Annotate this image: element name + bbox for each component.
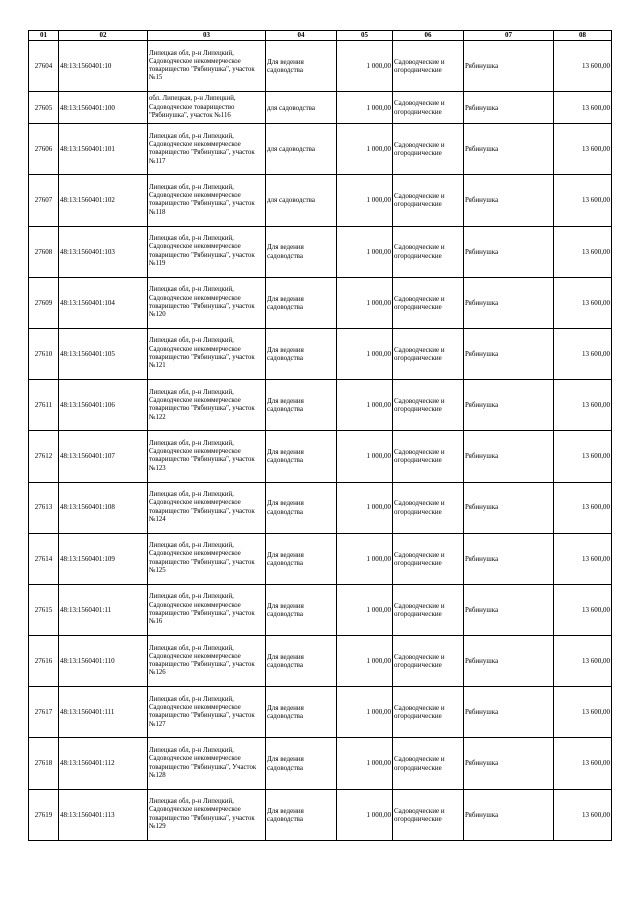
- column-header: 06: [393, 31, 464, 41]
- cell-cadastral-number: 48:13:1560401:105: [59, 328, 148, 379]
- cell-address: Липецкая обл, р-н Липецкий, Садоводческое некоммерческое товарищество "Рябинушка", участок №120: [148, 277, 266, 328]
- cell-row-number: 27611: [29, 380, 59, 431]
- table-row: [29, 380, 612, 431]
- cell-cadastral-number: 48:13:1560401:113: [59, 789, 148, 840]
- table-row: [29, 789, 612, 840]
- cell-area: 1 000,00: [337, 482, 393, 533]
- cell-permitted-use: Для ведения садоводства: [266, 533, 337, 584]
- cell-settlement: Рябинушка: [464, 687, 554, 738]
- cell-area: 1 000,00: [337, 431, 393, 482]
- cell-cadastral-value: 13 600,00: [554, 584, 612, 635]
- cell-settlement: Рябинушка: [464, 92, 554, 124]
- cell-cadastral-value: 13 600,00: [554, 124, 612, 175]
- cell-settlement: Рябинушка: [464, 636, 554, 687]
- cell-cadastral-number: 48:13:1560401:112: [59, 738, 148, 789]
- cell-land-category: Садоводческие и огороднические: [393, 41, 464, 92]
- column-header: 03: [148, 31, 266, 41]
- cell-permitted-use: Для ведения садоводства: [266, 636, 337, 687]
- cell-cadastral-value: 13 600,00: [554, 328, 612, 379]
- cell-row-number: 27608: [29, 226, 59, 277]
- cell-settlement: Рябинушка: [464, 175, 554, 226]
- cell-address: Липецкая обл, р-н Липецкий, Садоводческое некоммерческое товарищество "Рябинушка", Участок №128: [148, 738, 266, 789]
- table-row: [29, 124, 612, 175]
- cell-area: 1 000,00: [337, 226, 393, 277]
- cell-land-category: Садоводческие и огороднические: [393, 687, 464, 738]
- cell-permitted-use: Для ведения садоводства: [266, 687, 337, 738]
- cell-address: обл. Липецкая, р-н Липецкий, Садоводческое товарищество "Рябинушка", участок №116: [148, 92, 266, 124]
- cell-settlement: Рябинушка: [464, 124, 554, 175]
- cell-cadastral-value: 13 600,00: [554, 226, 612, 277]
- cell-cadastral-value: 13 600,00: [554, 380, 612, 431]
- cell-land-category: Садоводческие и огороднические: [393, 533, 464, 584]
- cell-cadastral-value: 13 600,00: [554, 687, 612, 738]
- cell-row-number: 27604: [29, 41, 59, 92]
- column-header: 04: [266, 31, 337, 41]
- cell-settlement: Рябинушка: [464, 584, 554, 635]
- cell-area: 1 000,00: [337, 175, 393, 226]
- cell-area: 1 000,00: [337, 584, 393, 635]
- cell-area: 1 000,00: [337, 124, 393, 175]
- cell-address: Липецкая обл, р-н Липецкий, Садоводческое некоммерческое товарищество "Рябинушка", участок №125: [148, 533, 266, 584]
- cell-address: Липецкая обл, р-н Липецкий, Садоводческое некоммерческое товарищество "Рябинушка", участок №118: [148, 175, 266, 226]
- cell-cadastral-value: 13 600,00: [554, 636, 612, 687]
- cell-row-number: 27618: [29, 738, 59, 789]
- cell-row-number: 27619: [29, 789, 59, 840]
- column-header: 05: [337, 31, 393, 41]
- table-row: [29, 226, 612, 277]
- cell-settlement: Рябинушка: [464, 482, 554, 533]
- cell-area: 1 000,00: [337, 380, 393, 431]
- cell-area: 1 000,00: [337, 277, 393, 328]
- cell-land-category: Садоводческие и огороднические: [393, 482, 464, 533]
- cell-area: 1 000,00: [337, 687, 393, 738]
- cell-cadastral-number: 48:13:1560401:106: [59, 380, 148, 431]
- cell-address: Липецкая обл, р-н Липецкий, Садоводческое некоммерческое товарищество "Рябинушка", участок №126: [148, 636, 266, 687]
- table-row: [29, 482, 612, 533]
- cell-permitted-use: для садоводства: [266, 175, 337, 226]
- cell-address: Липецкая обл, р-н Липецкий, Садоводческое некоммерческое товарищество "Рябинушка", участок №117: [148, 124, 266, 175]
- cell-land-category: Садоводческие и огороднические: [393, 175, 464, 226]
- cell-cadastral-number: 48:13:1560401:10: [59, 41, 148, 92]
- table-body: [29, 41, 612, 841]
- table-row: [29, 92, 612, 124]
- cell-cadastral-number: 48:13:1560401:111: [59, 687, 148, 738]
- cell-land-category: Садоводческие и огороднические: [393, 277, 464, 328]
- cell-address: Липецкая обл, р-н Липецкий, Садоводческое некоммерческое товарищество "Рябинушка", участок №129: [148, 789, 266, 840]
- table-row: [29, 584, 612, 635]
- cell-cadastral-value: 13 600,00: [554, 92, 612, 124]
- cell-area: 1 000,00: [337, 92, 393, 124]
- cell-address: Липецкая обл, р-н Липецкий, Садоводческое некоммерческое товарищество "Рябинушка", участок №121: [148, 328, 266, 379]
- cell-address: Липецкая обл, р-н Липецкий, Садоводческое некоммерческое товарищество "Рябинушка", участок №122: [148, 380, 266, 431]
- cell-row-number: 27606: [29, 124, 59, 175]
- cell-cadastral-number: 48:13:1560401:108: [59, 482, 148, 533]
- cell-cadastral-number: 48:13:1560401:101: [59, 124, 148, 175]
- cell-permitted-use: Для ведения садоводства: [266, 431, 337, 482]
- cell-address: Липецкая обл, р-н Липецкий, Садоводческое некоммерческое товарищество "Рябинушка", участок №119: [148, 226, 266, 277]
- cell-row-number: 27605: [29, 92, 59, 124]
- cell-permitted-use: Для ведения садоводства: [266, 328, 337, 379]
- column-header: 08: [554, 31, 612, 41]
- cell-land-category: Садоводческие и огороднические: [393, 584, 464, 635]
- cell-cadastral-value: 13 600,00: [554, 175, 612, 226]
- table-row: [29, 277, 612, 328]
- cell-area: 1 000,00: [337, 738, 393, 789]
- cell-cadastral-number: 48:13:1560401:102: [59, 175, 148, 226]
- cell-settlement: Рябинушка: [464, 41, 554, 92]
- cell-cadastral-number: 48:13:1560401:109: [59, 533, 148, 584]
- cell-settlement: Рябинушка: [464, 431, 554, 482]
- cell-cadastral-value: 13 600,00: [554, 277, 612, 328]
- cell-settlement: Рябинушка: [464, 277, 554, 328]
- cell-permitted-use: Для ведения садоводства: [266, 738, 337, 789]
- column-header: 01: [29, 31, 59, 41]
- table-row: [29, 431, 612, 482]
- table-row: [29, 175, 612, 226]
- cell-settlement: Рябинушка: [464, 328, 554, 379]
- cell-row-number: 27613: [29, 482, 59, 533]
- header-row: [29, 31, 612, 41]
- cell-cadastral-number: 48:13:1560401:103: [59, 226, 148, 277]
- cell-land-category: Садоводческие и огороднические: [393, 738, 464, 789]
- cell-land-category: Садоводческие и огороднические: [393, 636, 464, 687]
- cell-row-number: 27615: [29, 584, 59, 635]
- column-header: 07: [464, 31, 554, 41]
- cell-address: Липецкая обл, р-н Липецкий, Садоводческое некоммерческое товарищество "Рябинушка", участок №124: [148, 482, 266, 533]
- cell-settlement: Рябинушка: [464, 789, 554, 840]
- cell-permitted-use: Для ведения садоводства: [266, 41, 337, 92]
- cell-land-category: Садоводческие и огороднические: [393, 124, 464, 175]
- cell-cadastral-number: 48:13:1560401:107: [59, 431, 148, 482]
- cell-land-category: Садоводческие и огороднические: [393, 380, 464, 431]
- cell-area: 1 000,00: [337, 328, 393, 379]
- cell-settlement: Рябинушка: [464, 226, 554, 277]
- cell-land-category: Садоводческие и огороднические: [393, 226, 464, 277]
- cell-address: Липецкая обл, р-н Липецкий, Садоводческое некоммерческое товарищество "Рябинушка", участок №123: [148, 431, 266, 482]
- cell-cadastral-value: 13 600,00: [554, 431, 612, 482]
- cell-cadastral-value: 13 600,00: [554, 41, 612, 92]
- cell-cadastral-value: 13 600,00: [554, 533, 612, 584]
- cell-address: Липецкая обл, р-н Липецкий, Садоводческое некоммерческое товарищество "Рябинушка", участок №16: [148, 584, 266, 635]
- cell-permitted-use: для садоводства: [266, 92, 337, 124]
- table-row: [29, 328, 612, 379]
- cell-cadastral-value: 13 600,00: [554, 482, 612, 533]
- cell-cadastral-value: 13 600,00: [554, 738, 612, 789]
- cell-area: 1 000,00: [337, 636, 393, 687]
- cell-row-number: 27609: [29, 277, 59, 328]
- table-row: [29, 687, 612, 738]
- table-row: [29, 533, 612, 584]
- cell-permitted-use: Для ведения садоводства: [266, 226, 337, 277]
- column-header: 02: [59, 31, 148, 41]
- cell-address: Липецкая обл, р-н Липецкий, Садоводческое некоммерческое товарищество "Рябинушка", участок №15: [148, 41, 266, 92]
- table-row: [29, 41, 612, 92]
- cell-cadastral-number: 48:13:1560401:100: [59, 92, 148, 124]
- cell-land-category: Садоводческие и огороднические: [393, 431, 464, 482]
- cell-area: 1 000,00: [337, 41, 393, 92]
- cell-cadastral-number: 48:13:1560401:110: [59, 636, 148, 687]
- cell-cadastral-value: 13 600,00: [554, 789, 612, 840]
- cell-cadastral-number: 48:13:1560401:11: [59, 584, 148, 635]
- cell-area: 1 000,00: [337, 789, 393, 840]
- table-row: [29, 636, 612, 687]
- cell-address: Липецкая обл, р-н Липецкий, Садоводческое некоммерческое товарищество "Рябинушка", участок №127: [148, 687, 266, 738]
- cell-permitted-use: для садоводства: [266, 124, 337, 175]
- cell-area: 1 000,00: [337, 533, 393, 584]
- cell-cadastral-number: 48:13:1560401:104: [59, 277, 148, 328]
- cell-settlement: Рябинушка: [464, 738, 554, 789]
- cell-permitted-use: Для ведения садоводства: [266, 277, 337, 328]
- cell-row-number: 27617: [29, 687, 59, 738]
- cell-row-number: 27616: [29, 636, 59, 687]
- cell-settlement: Рябинушка: [464, 380, 554, 431]
- table-row: [29, 738, 612, 789]
- cell-row-number: 27610: [29, 328, 59, 379]
- cell-permitted-use: Для ведения садоводства: [266, 380, 337, 431]
- cell-row-number: 27612: [29, 431, 59, 482]
- cell-land-category: Садоводческие и огороднические: [393, 328, 464, 379]
- cell-permitted-use: Для ведения садоводства: [266, 482, 337, 533]
- land-plots-table: [28, 30, 612, 841]
- cell-permitted-use: Для ведения садоводства: [266, 584, 337, 635]
- cell-row-number: 27614: [29, 533, 59, 584]
- cell-land-category: Садоводческие и огороднические: [393, 92, 464, 124]
- cell-row-number: 27607: [29, 175, 59, 226]
- cell-land-category: Садоводческие и огороднические: [393, 789, 464, 840]
- cell-permitted-use: Для ведения садоводства: [266, 789, 337, 840]
- cell-settlement: Рябинушка: [464, 533, 554, 584]
